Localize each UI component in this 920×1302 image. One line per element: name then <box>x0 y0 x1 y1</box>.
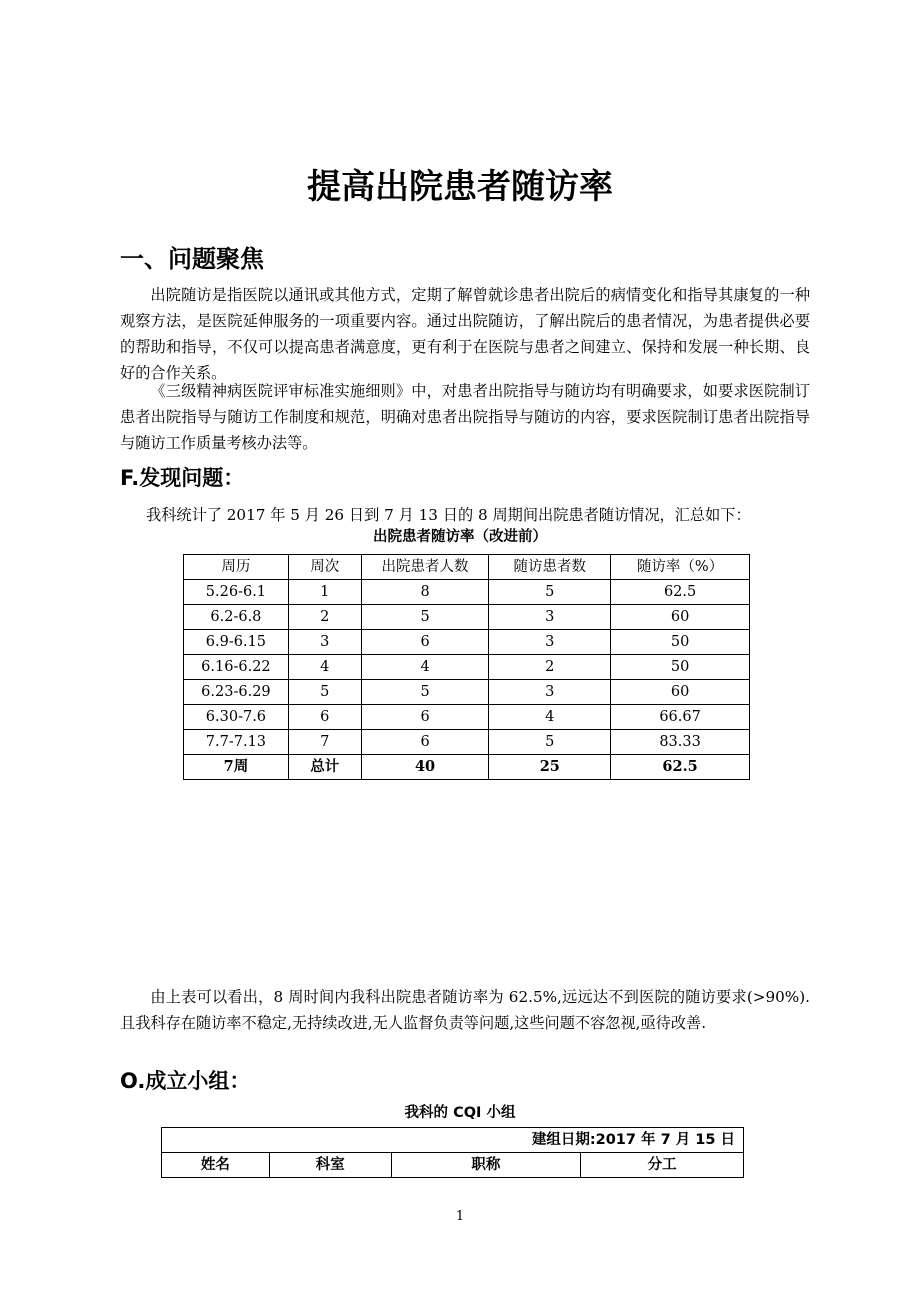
table-cell: 1 <box>288 580 361 605</box>
table-cell: 50 <box>611 655 750 680</box>
table-cell: 60 <box>611 680 750 705</box>
table-cell: 7.7-7.13 <box>184 730 289 755</box>
table-cell: 6 <box>361 705 489 730</box>
header-cell: 周次 <box>288 555 361 580</box>
table-caption-cqi-team: 我科的 CQI 小组 <box>404 1105 516 1121</box>
table-cell: 60 <box>611 605 750 630</box>
table-cell: 66.67 <box>611 705 750 730</box>
table-cell: 6.2-6.8 <box>184 605 289 630</box>
table-cell: 6.9-6.15 <box>184 630 289 655</box>
table-cell: 3 <box>489 680 611 705</box>
table-cell: 3 <box>288 630 361 655</box>
total-cell: 40 <box>361 755 489 780</box>
followup-rate-table <box>183 554 750 780</box>
table-cell: 5 <box>489 730 611 755</box>
section-heading-find-problem: F.发现问题： <box>120 466 245 490</box>
table-header-row <box>184 555 750 580</box>
paragraph-conclusion: 由上表可以看出，8 周时间内我科出院患者随访率为 62.5%,远远达不到医院的随访要求(>90%).且我科存在随访率不稳定,无持续改进,无人监督负责等问题,这些问题不容忽视,亟待改善. <box>120 988 810 1032</box>
table-cell: 2 <box>489 655 611 680</box>
table-cell: 4 <box>288 655 361 680</box>
header-cell: 职称 <box>391 1153 581 1178</box>
total-cell: 25 <box>489 755 611 780</box>
table-caption-followup-rate: 出院患者随访率（改进前） <box>373 529 547 545</box>
paragraph-statistics-intro: 我科统计了 2017 年 5 月 26 日到 7 月 13 日的 8 周期间出院患者随访情况，汇总如下： <box>146 506 751 524</box>
team-header-row <box>162 1153 744 1178</box>
table-cell: 2 <box>288 605 361 630</box>
paragraph-standards: 《三级精神病医院评审标准实施细则》中，对患者出院指导与随访均有明确要求，如要求医院制订患者出院指导与随访工作制度和规范，明确对患者出院指导与随访的内容，要求医院制订患者出院指导与随访工作质量考核办法等。 <box>120 382 810 452</box>
table-row <box>184 605 750 630</box>
total-cell: 62.5 <box>611 755 750 780</box>
header-cell: 随访率（%） <box>611 555 750 580</box>
table-cell: 7 <box>288 730 361 755</box>
table-cell: 6 <box>361 630 489 655</box>
table-cell: 3 <box>489 605 611 630</box>
total-cell: 总计 <box>288 755 361 780</box>
table-cell: 5 <box>361 680 489 705</box>
header-cell: 分工 <box>581 1153 744 1178</box>
total-cell: 7周 <box>184 755 289 780</box>
table-cell: 3 <box>489 630 611 655</box>
header-cell: 科室 <box>269 1153 391 1178</box>
table-cell: 5 <box>361 605 489 630</box>
team-date-row <box>162 1128 744 1153</box>
table-cell: 6.16-6.22 <box>184 655 289 680</box>
table-cell: 4 <box>489 705 611 730</box>
table-cell: 5 <box>489 580 611 605</box>
table-row <box>184 705 750 730</box>
header-cell: 随访患者数 <box>489 555 611 580</box>
header-cell: 出院患者人数 <box>361 555 489 580</box>
document-title: 提高出院患者随访率 <box>307 167 613 207</box>
table-cell: 6.30-7.6 <box>184 705 289 730</box>
table-total-row <box>184 755 750 780</box>
table-cell: 50 <box>611 630 750 655</box>
page-number: 1 <box>455 1209 465 1224</box>
table-row <box>184 680 750 705</box>
table-row <box>184 580 750 605</box>
header-cell: 姓名 <box>162 1153 270 1178</box>
table-row <box>184 630 750 655</box>
table-row <box>184 655 750 680</box>
table-cell: 62.5 <box>611 580 750 605</box>
table-cell: 4 <box>361 655 489 680</box>
table-cell: 6 <box>361 730 489 755</box>
cqi-team-table <box>161 1127 744 1178</box>
table-cell: 6 <box>288 705 361 730</box>
section-heading-problem-focus: 一、问题聚焦 <box>120 245 264 273</box>
table-cell: 8 <box>361 580 489 605</box>
paragraph-followup-definition: 出院随访是指医院以通讯或其他方式，定期了解曾就诊患者出院后的病情变化和指导其康复的一种观察方法，是医院延伸服务的一项重要内容。通过出院随访，了解出院后的患者情况，为患者提供必要的帮助和指导，不仅可以提高患者满意度，更有利于在医院与患者之间建立、保持和发展一种长期、良好的合作关系。 <box>120 286 810 382</box>
team-founding-date: 建组日期:2017 年 7 月 15 日 <box>162 1128 744 1153</box>
table-row <box>184 730 750 755</box>
table-cell: 83.33 <box>611 730 750 755</box>
table-cell: 5 <box>288 680 361 705</box>
table-cell: 6.23-6.29 <box>184 680 289 705</box>
section-heading-form-team: O.成立小组： <box>120 1069 251 1093</box>
table-cell: 5.26-6.1 <box>184 580 289 605</box>
header-cell: 周历 <box>184 555 289 580</box>
